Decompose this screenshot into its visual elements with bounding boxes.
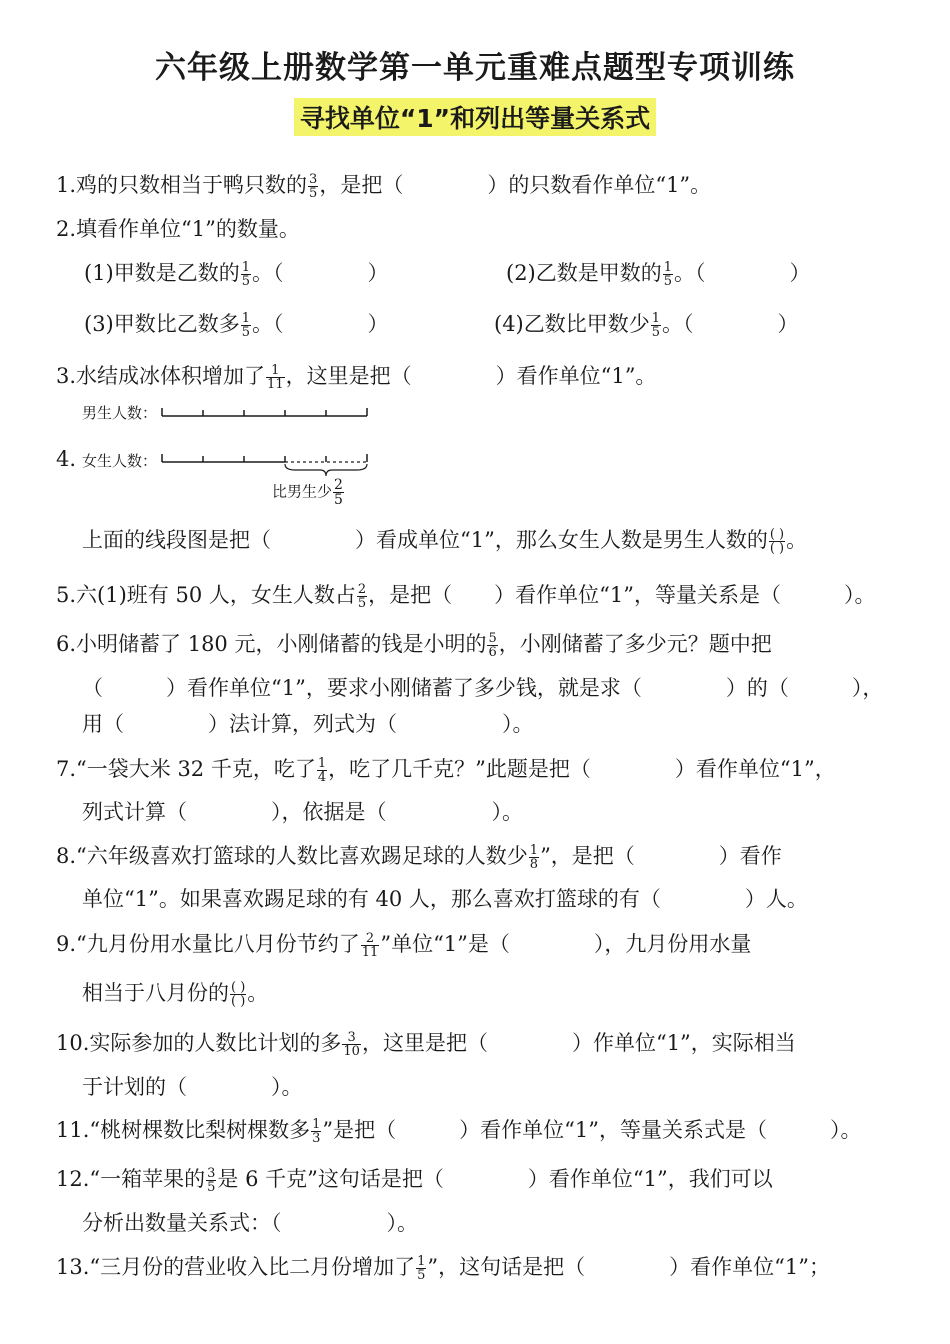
page-subtitle: 寻找单位“1”和列出等量关系式 (294, 98, 656, 136)
question-6-line-3: 用（ ）法计算，列式为（ ）。 (82, 712, 534, 736)
girls-segment-label: 女生人数： (82, 452, 158, 470)
question-12: 12.“一箱苹果的 $\frac{3}{5}$ 是 6 千克”这句话是把（ ）看作单位“1”，我们可以 (56, 1166, 773, 1195)
question-2-part-1: (1)甲数是乙数的 $\frac{1}{5}$ 。（ ） (84, 260, 389, 289)
question-13: 13.“三月份的营业收入比二月份增加了 $\frac{1}{5}$ ”，这句话是把（ ）看作单位“1”； (56, 1254, 830, 1283)
question-10-line-2: 于计划的（ ）。 (82, 1075, 303, 1099)
question-3: 3.水结成冰体积增加了 $\frac{1}{11}$ ，这里是把（ ）看作单位“1”。 (56, 363, 657, 392)
question-10: 10.实际参加的人数比计划的多 $\frac{3}{10}$ ，这里是把（ ）作单位“1”，实际相当 (56, 1030, 796, 1059)
question-9-line-2: 相当于八月份的 $\frac{( )}{( )}$ 。 (82, 980, 269, 1009)
brace-label: 比男生少 $\frac{2}{5}$ (272, 477, 343, 508)
question-2-part-4: (4)乙数比甲数少 $\frac{1}{5}$ 。（ ） (494, 311, 799, 340)
question-7: 7.“一袋大米 32 千克，吃了 $\frac{1}{4}$ ，吃了几千克？”此题是把（ ）看作单位“1”， (56, 756, 836, 785)
question-4: 上面的线段图是把（ ）看成单位“1”，那么女生人数是男生人数的 $\frac{( )}{( )}$ 。 (82, 527, 808, 556)
question-6-line-2: （ ）看作单位“1”，要求小刚储蓄了多少钱，就是求（ ）的（ ）， (82, 676, 884, 700)
question-11: 11.“桃树棵数比梨树棵数多 $\frac{1}{3}$ ”是把（ ）看作单位“1”，等量关系式是（ ）。 (56, 1117, 862, 1146)
boys-segment-label: 男生人数： (82, 404, 158, 422)
question-2: 2.填看作单位“1”的数量。 (56, 217, 300, 241)
question-2-part-3: (3)甲数比乙数多 $\frac{1}{5}$ 。（ ） (84, 311, 389, 340)
boys-segment-line (160, 402, 375, 424)
girls-segment-line (160, 448, 375, 478)
question-6: 6.小明储蓄了 180 元，小刚储蓄的钱是小明的 $\frac{5}{6}$ ，小刚储蓄了多少元？题中把 (56, 631, 772, 660)
question-9: 9.“九月份用水量比八月份节约了 $\frac{2}{11}$ ”单位“1”是（ ），九月份用水量 (56, 931, 752, 960)
question-8: 8.“六年级喜欢打篮球的人数比喜欢踢足球的人数少 $\frac{1}{8}$ ”，是把（ ）看作 (56, 843, 782, 872)
question-1: 1.鸡的只数相当于鸭只数的 $\frac{3}{5}$ ，是把（ ）的只数看作单位“1”。 (56, 172, 712, 201)
fraction: $\frac{3}{5}$ (309, 172, 318, 201)
page-title: 六年级上册数学第一单元重难点题型专项训练 (155, 50, 795, 86)
question-8-line-2: 单位“1”。如果喜欢踢足球的有 40 人，那么喜欢打篮球的有（ ）人。 (82, 887, 808, 911)
question-2-part-2: (2)乙数是甲数的 $\frac{1}{5}$ 。（ ） (506, 260, 811, 289)
question-4-number: 4. (56, 447, 77, 471)
question-12-line-2: 分析出数量关系式：（ ）。 (82, 1211, 418, 1235)
question-7-line-2: 列式计算（ ），依据是（ ）。 (82, 800, 523, 824)
question-5: 5.六(1)班有 50 人，女生人数占 $\frac{2}{5}$ ，是把（ ）看作单位“1”，等量关系是（ ）。 (56, 582, 876, 611)
